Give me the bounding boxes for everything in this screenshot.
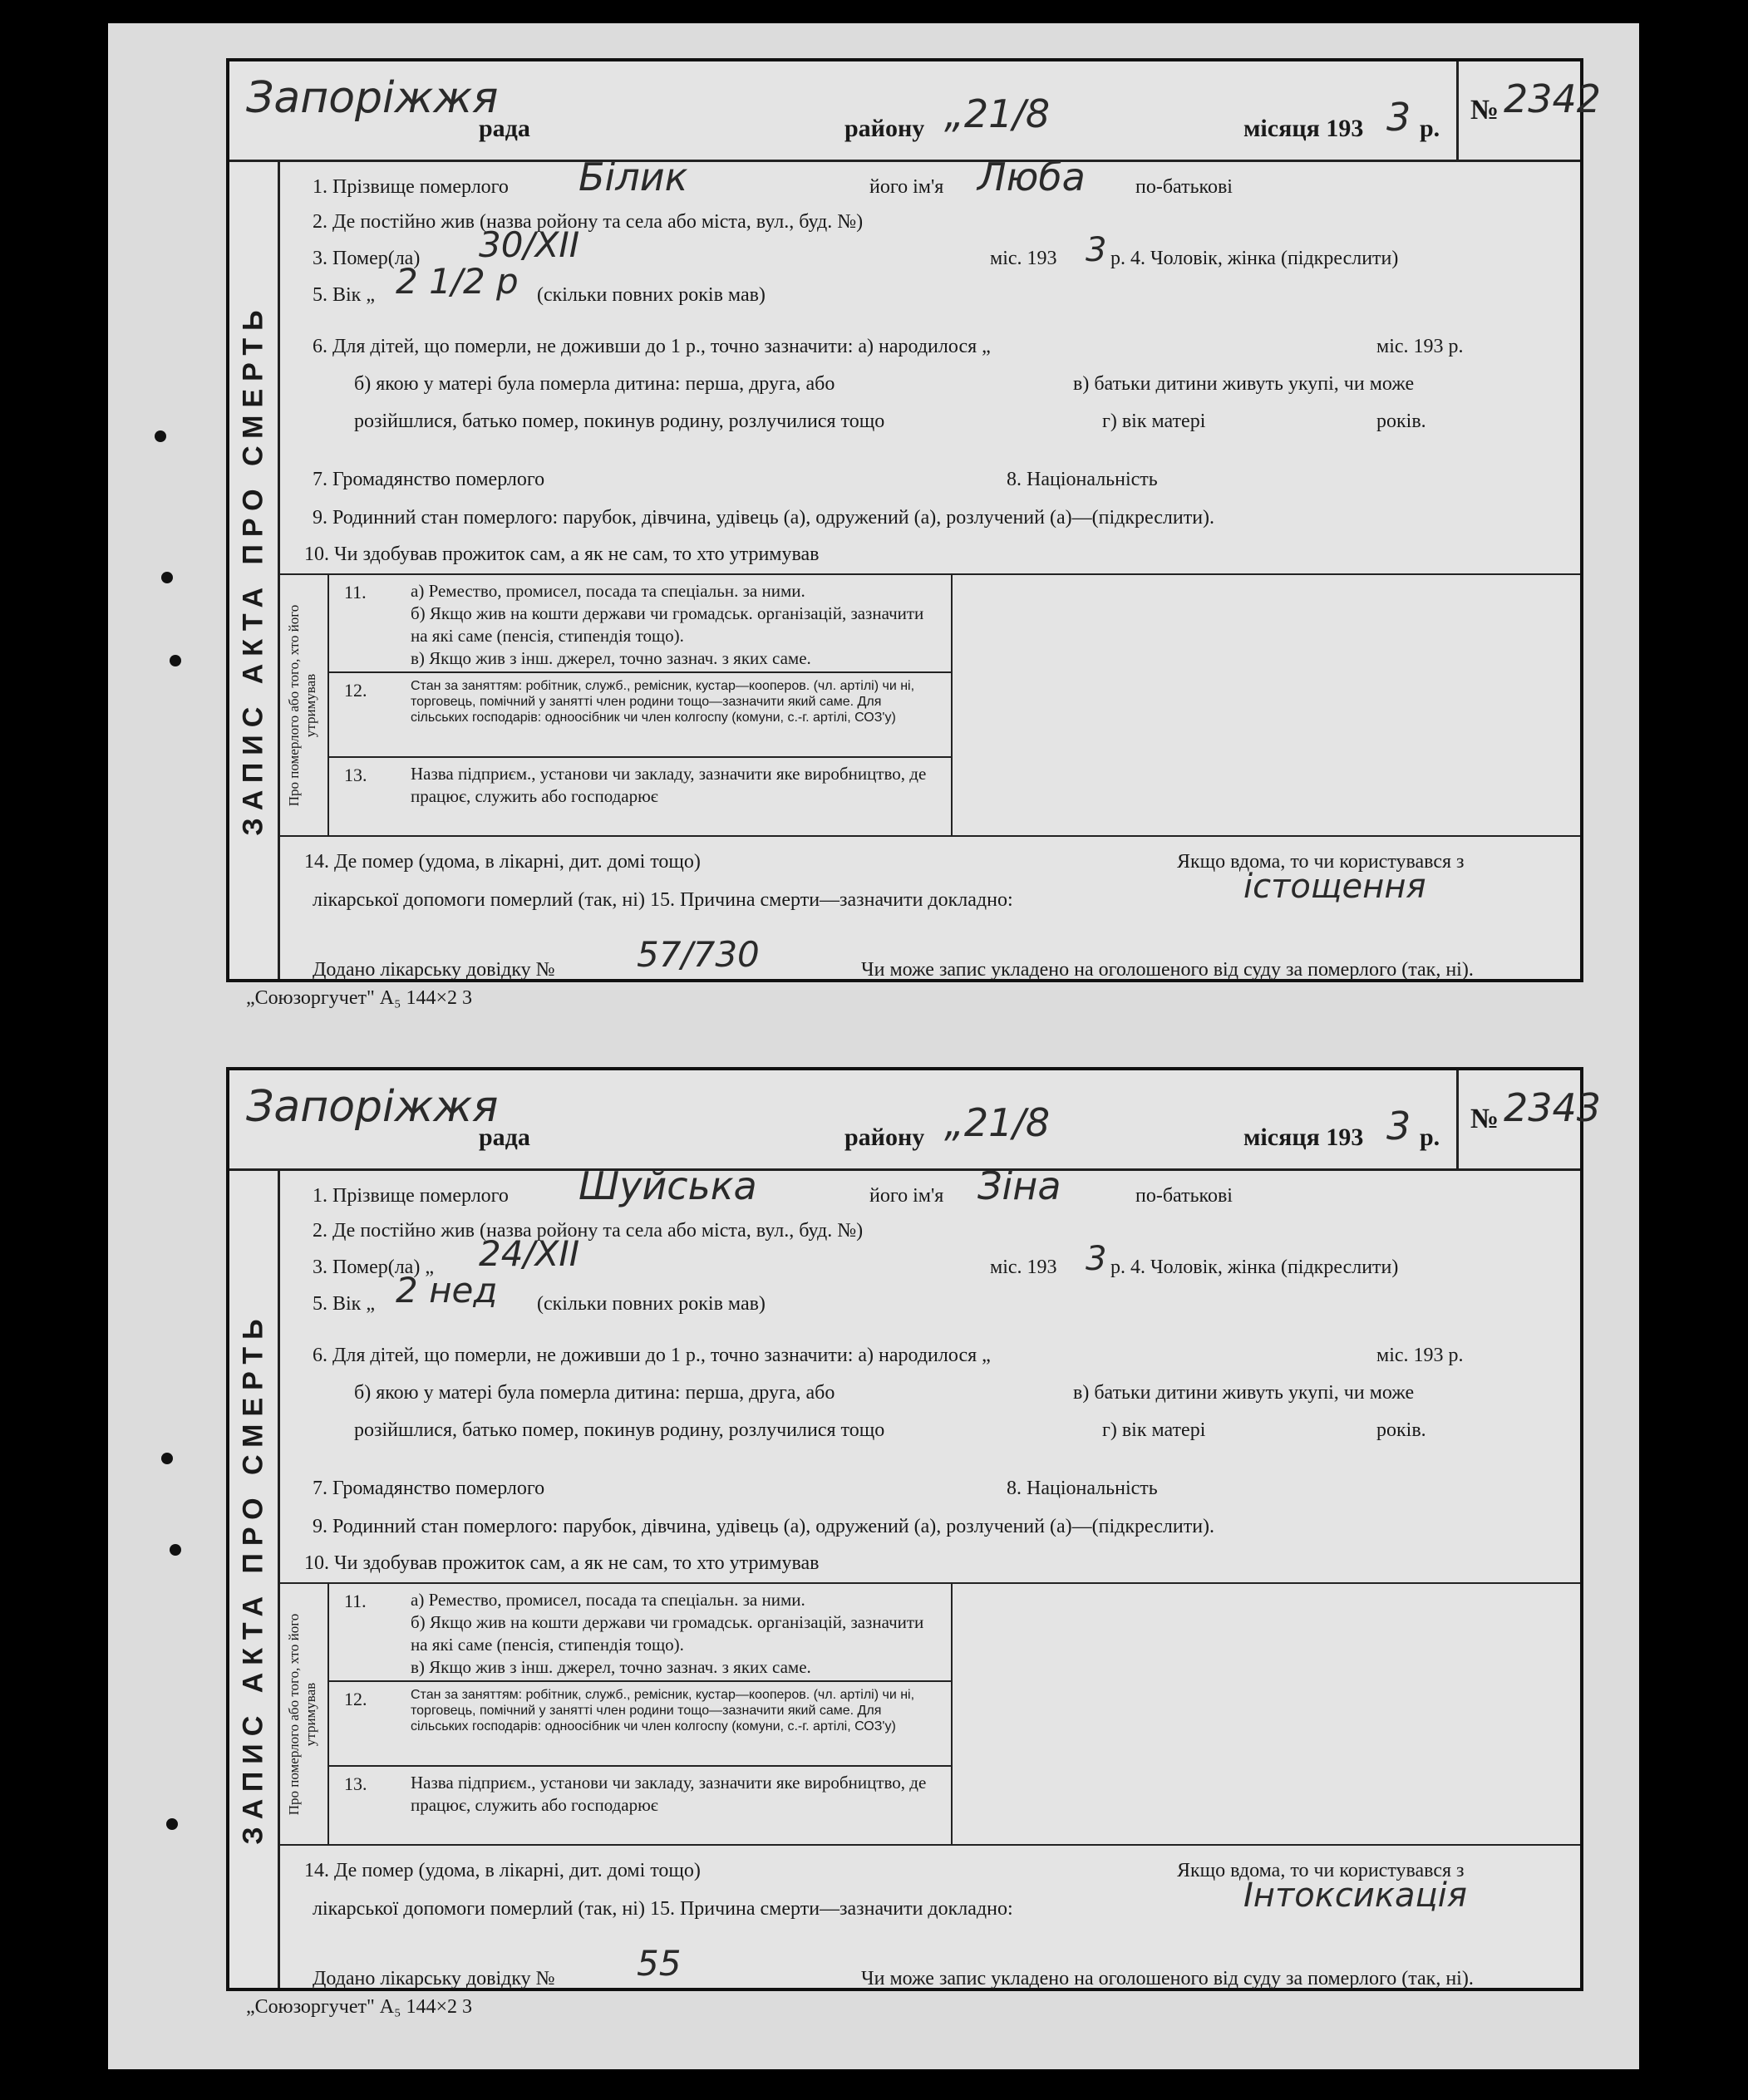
line-14: 14. Де помер (удома, в лікарні, дит. домі тощо) <box>304 851 701 873</box>
line-14-end: Якщо вдома, то чи користувався з <box>1177 1860 1465 1881</box>
died-rest: р. 4. Чоловік, жінка (підкреслити) <box>1110 248 1399 269</box>
record-number: 2342 <box>1504 76 1602 121</box>
patronymic-label: по-батькові <box>1135 176 1233 198</box>
punch-hole <box>161 572 173 583</box>
punch-hole <box>170 655 181 666</box>
punch-hole <box>155 430 166 442</box>
died-year: 3 <box>1086 1240 1107 1278</box>
age-label: 5. Вік „ <box>313 284 375 306</box>
row-12 <box>327 673 951 758</box>
died-date: 24/XII <box>479 1233 580 1274</box>
line-6b: б) якою у матері була померла дитина: перша, друга, або <box>354 373 835 395</box>
line-10: 10. Чи здобував прожиток сам, а як не сам, то хто утримував <box>304 1552 820 1574</box>
line-14: 14. Де помер (удома, в лікарні, дит. домі тощо) <box>304 1860 701 1881</box>
year-digit: 3 <box>1386 95 1411 140</box>
subtable-answer-area <box>951 575 1574 835</box>
row-11-number: 11. <box>344 582 367 602</box>
subtable-side-label: Про померлого або того, хто його утримував <box>278 575 329 835</box>
row-12-number: 12. <box>344 1689 367 1709</box>
line-7: 7. Громадянство померлого <box>313 1478 545 1499</box>
cert-number: 57/730 <box>637 934 760 975</box>
line-6c: розійшлися, батько помер, покинув родину, розлучилися тощо <box>354 411 885 432</box>
row-13 <box>327 758 951 835</box>
name-label: його ім'я <box>869 1185 944 1207</box>
line-6c-years: років. <box>1376 1419 1426 1441</box>
died-month-label: міс. 193 <box>990 248 1057 269</box>
line-2: 2. Де постійно жив (назва ройону та села або міста, вул., буд. №) <box>313 211 864 233</box>
line-8: 8. Національність <box>1007 469 1158 490</box>
line-14-end: Якщо вдома, то чи користувався з <box>1177 851 1465 873</box>
form-footer: „Союзоргучет" А₅ 144×2 3 <box>246 1996 473 2018</box>
month-label: місяця 193 <box>1243 115 1364 142</box>
row-11 <box>327 1584 951 1682</box>
form-footer: „Союзоргучет" А₅ 144×2 3 <box>246 987 473 1009</box>
rada-value: Запоріжжя <box>246 1082 499 1132</box>
record-number-box <box>1456 61 1602 160</box>
died-year: 3 <box>1086 231 1107 269</box>
row-13 <box>327 1767 951 1844</box>
line-7: 7. Громадянство померлого <box>313 469 545 490</box>
name-label: його ім'я <box>869 176 944 198</box>
form-header <box>229 61 1602 162</box>
cause-of-death: істощення <box>1243 868 1426 906</box>
rayon-label: району <box>844 115 925 142</box>
cert-label: Додано лікарську довідку № <box>313 1968 555 1989</box>
surname-value: Шуйська <box>579 1163 757 1208</box>
line-6b-end: в) батьки дитини живуть укупі, чи може <box>1073 1382 1415 1404</box>
died-month-label: міс. 193 <box>990 1257 1057 1278</box>
line-6c-end: г) вік матері <box>1102 1419 1206 1441</box>
row-11 <box>327 575 951 673</box>
occupation-subtable <box>278 1584 1574 1846</box>
punch-hole <box>166 1818 178 1830</box>
rayon-label: району <box>844 1124 925 1151</box>
patronymic-label: по-батькові <box>1135 1185 1233 1207</box>
cause-of-death: Інтоксикація <box>1243 1876 1467 1915</box>
row-12-text: Стан за заняттям: робітник, служб., ремісник, кустар—кооперов. (чл. артілі) чи ні, торговець, помічний у занятті член родини тощо—зазначити який саме. Для сільських господарів: одноосібник чи член колгоспу (комуни, с.-г. артілі, СОЗ'у) <box>411 1688 915 1734</box>
name-value: Зіна <box>977 1163 1061 1208</box>
line-6b: б) якою у матері була померла дитина: перша, друга, або <box>354 1382 835 1404</box>
row-12-text: Стан за заняттям: робітник, служб., ремісник, кустар—кооперов. (чл. артілі) чи ні, торговець, помічний у занятті член родини тощо—зазначити який саме. Для сільських господарів: одноосібник чи член колгоспу (комуни, с.-г. артілі, СОЗ'у) <box>411 679 915 725</box>
died-rest: р. 4. Чоловік, жінка (підкреслити) <box>1110 1257 1399 1278</box>
punch-hole <box>161 1453 173 1464</box>
subtable-answer-area <box>951 1584 1574 1844</box>
rada-label: рада <box>479 1124 530 1151</box>
subtable-side-label: Про померлого або того, хто його утримував <box>278 1584 329 1844</box>
divider <box>278 835 1580 837</box>
line-6a: 6. Для дітей, що померли, не доживши до 1 р., точно зазначити: а) народилося „ <box>313 1345 991 1366</box>
line-9: 9. Родинний стан померлого: парубок, дівчина, удівець (а), одружений (а), розлучений (а)—(підкреслити). <box>313 507 1215 529</box>
line-15: лікарської допомоги померлий (так, ні) 15. Причина смерти—зазначити докладно: <box>313 889 1013 911</box>
row-12-number: 12. <box>344 680 367 701</box>
name-value: Люба <box>977 155 1086 199</box>
line-8: 8. Національність <box>1007 1478 1158 1499</box>
age-label: 5. Вік „ <box>313 1293 375 1315</box>
month-label: місяця 193 <box>1243 1124 1364 1151</box>
row-13-number: 13. <box>344 765 367 785</box>
cert-label: Додано лікарську довідку № <box>313 959 555 981</box>
line-9: 9. Родинний стан померлого: парубок, дівчина, удівець (а), одружений (а), розлучений (а)—(підкреслити). <box>313 1516 1215 1537</box>
line-6c-years: років. <box>1376 411 1426 432</box>
row-13-text: Назва підприєм., установи чи закладу, зазначити яке виробництво, де працює, служить або господарює <box>411 1773 927 1815</box>
row-13-text: Назва підприєм., установи чи закладу, зазначити яке виробництво, де працює, служить або господарює <box>411 764 927 806</box>
row-12 <box>327 1682 951 1767</box>
age-rest: (скільки повних років мав) <box>537 284 766 306</box>
number-label: № <box>1470 1104 1499 1134</box>
age-rest: (скільки повних років мав) <box>537 1293 766 1315</box>
form-header <box>229 1070 1602 1171</box>
row-13-number: 13. <box>344 1773 367 1794</box>
court-question: Чи може запис укладено на оголошеного від суду за померлого (так, ні). <box>861 1968 1474 1989</box>
side-title: ЗАПИС АКТА ПРО СМЕРТЬ <box>229 160 280 979</box>
line-6a: 6. Для дітей, що померли, не доживши до 1 р., точно зазначити: а) народилося „ <box>313 336 991 357</box>
year-digit: 3 <box>1386 1104 1411 1148</box>
month-suffix: р. <box>1420 115 1440 142</box>
row-11-number: 11. <box>344 1591 367 1611</box>
rayon-value: „21/8 <box>944 1100 1051 1145</box>
cert-number: 55 <box>637 1943 682 1984</box>
line-15: лікарської допомоги померлий (так, ні) 15. Причина смерти—зазначити докладно: <box>313 1898 1013 1920</box>
line-1: 1. Прізвище померлого <box>313 176 509 198</box>
rada-value: Запоріжжя <box>246 73 499 123</box>
line-6a-end: міс. 193 р. <box>1376 1345 1464 1366</box>
age-value: 2 1/2 р <box>396 261 519 302</box>
died-label: 3. Помер(ла) <box>313 248 421 269</box>
month-suffix: р. <box>1420 1124 1440 1151</box>
record-number-box <box>1456 1070 1602 1168</box>
divider <box>278 1844 1580 1846</box>
died-label: 3. Помер(ла) „ <box>313 1257 434 1278</box>
died-date: 30/XII <box>479 224 580 265</box>
death-record-form <box>226 58 1602 982</box>
line-6c: розійшлися, батько помер, покинув родину, розлучилися тощо <box>354 1419 885 1441</box>
side-title: ЗАПИС АКТА ПРО СМЕРТЬ <box>229 1168 280 1988</box>
line-1: 1. Прізвище померлого <box>313 1185 509 1207</box>
surname-value: Білик <box>579 155 688 199</box>
record-number: 2343 <box>1504 1085 1602 1130</box>
line-6a-end: міс. 193 р. <box>1376 336 1464 357</box>
row-11-text: а) Ремество, промисел, посада та спеціальн. за ними. б) Якщо жив на кошти держави чи громадськ. організацій, зазначити на які саме (пенсія, стипендія тощо). в) Якщо жив з інш. джерел, точно зазнач. з яких саме. <box>411 581 924 668</box>
court-question: Чи може запис укладено на оголошеного від суду за померлого (так, ні). <box>861 959 1474 981</box>
rayon-value: „21/8 <box>944 91 1051 136</box>
death-record-form <box>226 1067 1602 1991</box>
line-6c-end: г) вік матері <box>1102 411 1206 432</box>
line-10: 10. Чи здобував прожиток сам, а як не сам, то хто утримував <box>304 543 820 565</box>
number-label: № <box>1470 95 1499 125</box>
punch-hole <box>170 1544 181 1556</box>
row-11-text: а) Ремество, промисел, посада та спеціальн. за ними. б) Якщо жив на кошти держави чи громадськ. організацій, зазначити на які саме (пенсія, стипендія тощо). в) Якщо жив з інш. джерел, точно зазнач. з яких саме. <box>411 1590 924 1677</box>
line-6b-end: в) батьки дитини живуть укупі, чи може <box>1073 373 1415 395</box>
rada-label: рада <box>479 115 530 142</box>
occupation-subtable <box>278 575 1574 837</box>
age-value: 2 нед <box>396 1270 498 1311</box>
line-2: 2. Де постійно жив (назва ройону та села або міста, вул., буд. №) <box>313 1220 864 1242</box>
